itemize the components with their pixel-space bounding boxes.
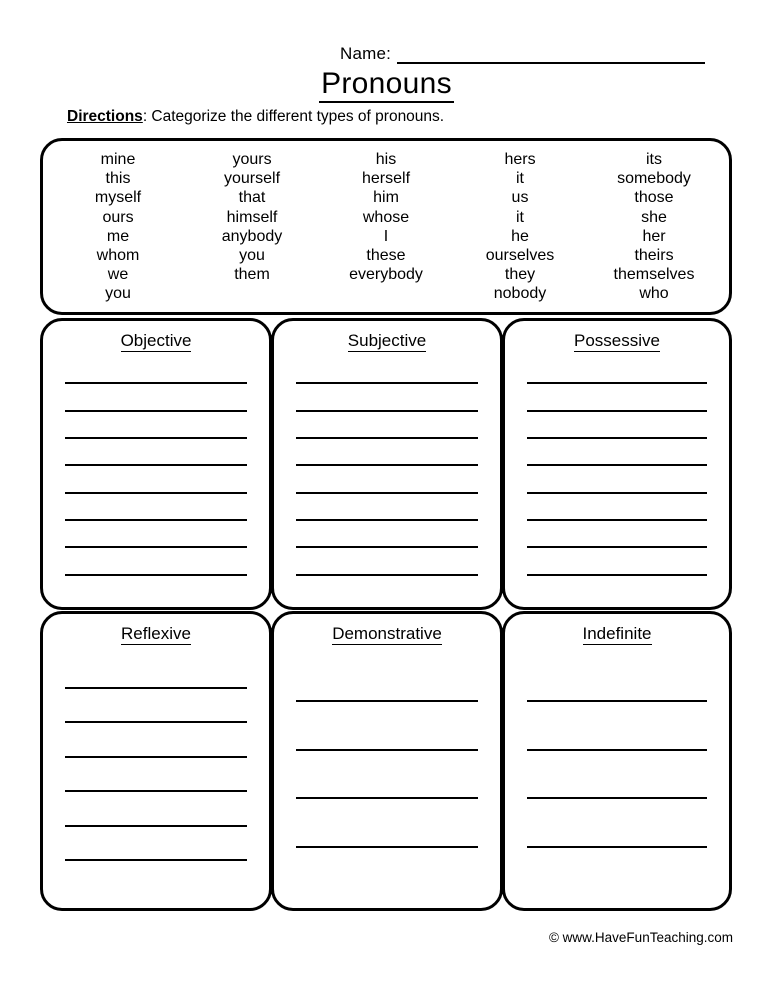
answer-line[interactable] (65, 574, 247, 576)
directions (67, 107, 444, 126)
word-bank-column-5 (587, 150, 721, 312)
word-bank-word: who (639, 285, 669, 303)
word-bank-word: you (239, 247, 265, 265)
answer-lines (43, 654, 269, 908)
category-title (274, 623, 500, 644)
answer-line[interactable] (65, 492, 247, 494)
word-bank-word: us (511, 189, 529, 207)
category-box-subjective[interactable] (271, 318, 503, 610)
word-bank-word: that (238, 189, 266, 207)
answer-line[interactable] (296, 846, 478, 848)
category-title (43, 330, 269, 351)
answer-lines (274, 654, 500, 908)
answer-line[interactable] (527, 700, 707, 702)
word-bank-word: ourselves (485, 247, 555, 265)
answer-lines (43, 357, 269, 607)
word-bank-word: those (634, 189, 674, 207)
answer-line[interactable] (527, 749, 707, 751)
answer-line[interactable] (296, 797, 478, 799)
answer-line[interactable] (527, 846, 707, 848)
answer-lines (274, 357, 500, 607)
word-bank-word: you (105, 285, 131, 303)
answer-lines (505, 654, 729, 908)
answer-line[interactable] (65, 410, 247, 412)
category-title-text: Demonstrative (332, 624, 442, 643)
word-bank-word: she (641, 208, 667, 226)
word-bank-word: me (106, 227, 130, 245)
answer-line[interactable] (527, 464, 707, 466)
word-bank-word: him (373, 189, 399, 207)
word-bank-word: himself (226, 208, 278, 226)
page-title (0, 66, 773, 102)
word-bank-word: myself (94, 189, 142, 207)
directions-text: : Categorize the different types of pronouns. (142, 108, 445, 125)
word-bank-word: nobody (493, 285, 547, 303)
category-title-text: Objective (120, 331, 192, 350)
word-bank-word: yours (232, 151, 272, 168)
name-input-blank[interactable] (397, 45, 705, 64)
category-title-text: Indefinite (582, 624, 652, 643)
word-bank-word: anybody (221, 227, 283, 245)
category-title-text: Reflexive (121, 624, 191, 643)
name-field-row (340, 44, 705, 64)
category-title (43, 623, 269, 644)
word-bank-word: they (504, 266, 536, 284)
word-bank-word: whom (96, 247, 140, 265)
word-bank-word: these (366, 247, 406, 265)
answer-line[interactable] (296, 410, 478, 412)
word-bank-word: it (516, 170, 524, 188)
word-bank-word: mine (100, 151, 136, 168)
answer-line[interactable] (65, 859, 247, 861)
answer-line[interactable] (65, 464, 247, 466)
answer-line[interactable] (65, 687, 247, 689)
category-title (505, 623, 729, 644)
answer-line[interactable] (65, 790, 247, 792)
answer-lines (505, 357, 729, 607)
answer-line[interactable] (527, 492, 707, 494)
answer-line[interactable] (527, 437, 707, 439)
word-bank (40, 138, 732, 315)
answer-line[interactable] (296, 464, 478, 466)
word-bank-word: his (375, 151, 397, 168)
answer-line[interactable] (296, 749, 478, 751)
word-bank-word: yourself (223, 170, 281, 188)
answer-line[interactable] (527, 574, 707, 576)
answer-line[interactable] (527, 797, 707, 799)
answer-line[interactable] (527, 519, 707, 521)
answer-line[interactable] (296, 700, 478, 702)
answer-line[interactable] (65, 825, 247, 827)
answer-line[interactable] (527, 382, 707, 384)
answer-line[interactable] (65, 437, 247, 439)
word-bank-word: herself (361, 170, 411, 188)
category-box-indefinite[interactable] (502, 611, 732, 911)
directions-label: Directions (67, 108, 143, 125)
word-bank-word: it (516, 208, 524, 226)
category-title (505, 330, 729, 351)
word-bank-word: theirs (634, 247, 674, 265)
word-bank-column-1 (51, 150, 185, 312)
word-bank-column-3 (319, 150, 453, 312)
word-bank-column-2 (185, 150, 319, 312)
answer-line[interactable] (296, 492, 478, 494)
answer-line[interactable] (296, 546, 478, 548)
answer-line[interactable] (65, 382, 247, 384)
name-label: Name: (340, 44, 392, 63)
answer-line[interactable] (65, 756, 247, 758)
word-bank-word: we (107, 266, 129, 284)
answer-line[interactable] (296, 437, 478, 439)
word-bank-word: themselves (613, 266, 695, 284)
category-box-demonstrative[interactable] (271, 611, 503, 911)
answer-line[interactable] (65, 546, 247, 548)
answer-line[interactable] (527, 410, 707, 412)
word-bank-word: ours (102, 208, 134, 226)
word-bank-word: this (105, 170, 131, 188)
category-box-possessive[interactable] (502, 318, 732, 610)
answer-line[interactable] (296, 519, 478, 521)
word-bank-word: he (511, 227, 529, 245)
word-bank-word: whose (362, 208, 410, 226)
word-bank-word: everybody (349, 266, 423, 284)
answer-line[interactable] (296, 382, 478, 384)
word-bank-column-4 (453, 150, 587, 312)
footer-copyright: © www.HaveFunTeaching.com (548, 930, 733, 945)
word-bank-word: hers (504, 151, 536, 168)
category-box-reflexive[interactable] (40, 611, 272, 911)
answer-line[interactable] (65, 519, 247, 521)
category-box-objective[interactable] (40, 318, 272, 610)
word-bank-word: I (383, 227, 389, 245)
answer-line[interactable] (65, 721, 247, 723)
answer-line[interactable] (296, 574, 478, 576)
page-title-text: Pronouns (319, 67, 454, 103)
category-title (274, 330, 500, 351)
answer-line[interactable] (527, 546, 707, 548)
category-title-text: Subjective (347, 331, 427, 350)
word-bank-word: its (646, 151, 662, 168)
category-title-text: Possessive (574, 331, 660, 350)
word-bank-word: somebody (617, 170, 691, 188)
word-bank-word: them (234, 266, 270, 284)
word-bank-word: her (642, 227, 666, 245)
